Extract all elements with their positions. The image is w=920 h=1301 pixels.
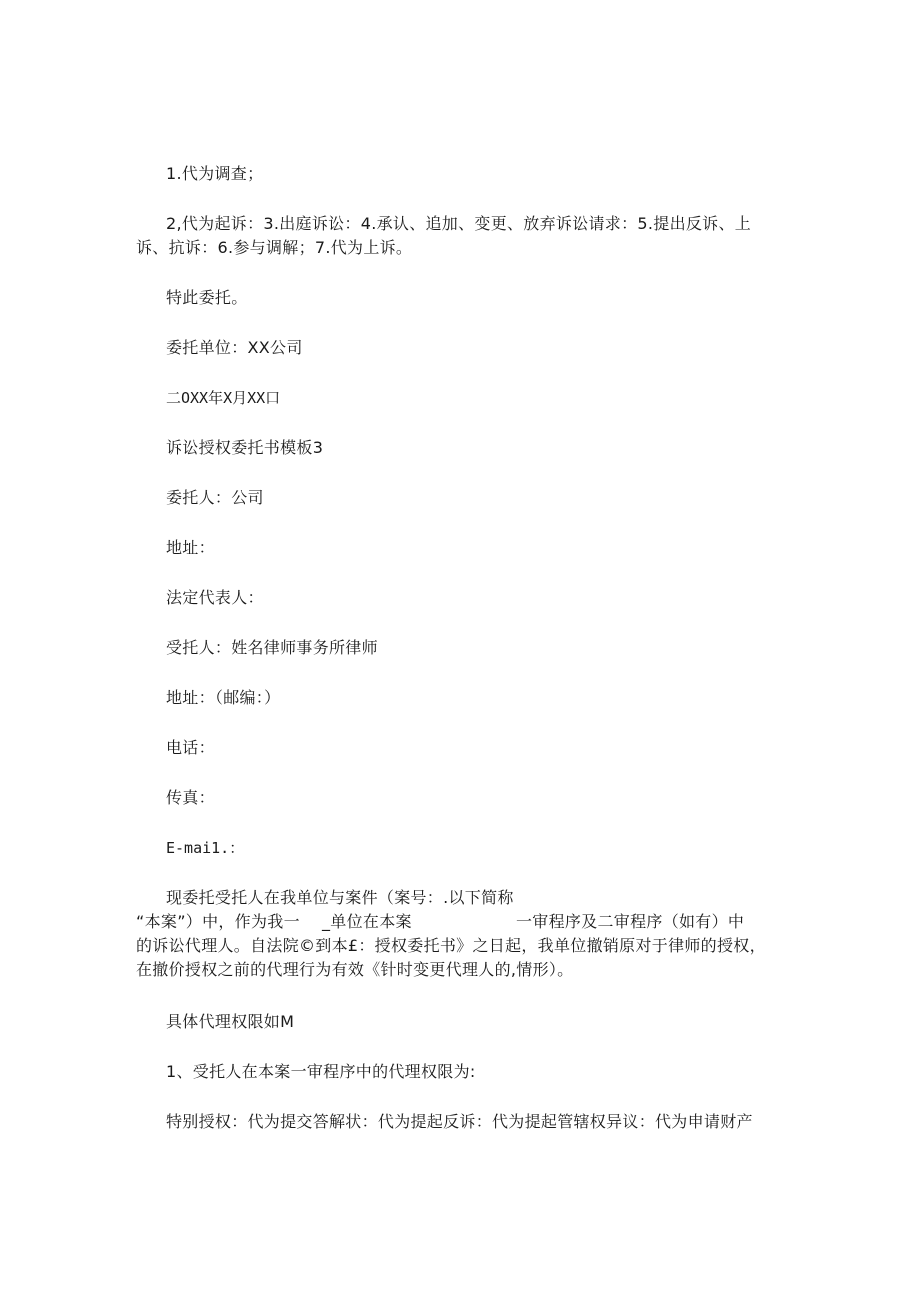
mandate-paragraph-line-4: 在撤价授权之前的代理行为有效《针时变更代理人的,情形）。	[136, 960, 574, 979]
authority-scope-heading: 具体代理权限如M	[166, 1012, 295, 1031]
section-title: 诉讼授权委托书模板3	[166, 438, 324, 457]
agent-address-field: 地址：（邮编：）	[166, 688, 281, 707]
mandate-paragraph-line-3: 的诉讼代理人。自法院©到本£：授权委托书》之日起，我单位撤销原对于律师的授权，	[136, 936, 766, 955]
item-1-investigate: 1.代为调查；	[166, 164, 264, 183]
phone-field: 电话：	[166, 738, 215, 757]
entrusting-unit: 委托单位：XX公司	[166, 338, 303, 357]
closing-phrase: 特此委托。	[166, 288, 248, 307]
mandate-paragraph-line-2a: “本案”）中，作为我一	[136, 912, 300, 931]
authority-list-line-1: 2,代为起诉：3.出庭诉讼：4.承认、追加、变更、放弃诉讼请求：5.提出反诉、上	[166, 214, 752, 233]
special-authority-line: 特别授权：代为提交答解状：代为提起反诉：代为提起管辖权异议：代为申请财产	[166, 1112, 753, 1131]
authority-list-line-2: 诉、抗诉：6.参与调解；7.代为上诉。	[136, 238, 413, 257]
mandate-paragraph-line-2c: 一审程序及二审程序（如有）中	[516, 912, 745, 931]
legal-representative-field: 法定代表人：	[166, 588, 264, 607]
agent-field: 受托人：姓名律师事务所律师	[166, 638, 378, 657]
principal-address-field: 地址：	[166, 538, 215, 557]
first-instance-authority: 1、受托人在本案一审程序中的代理权限为:	[166, 1062, 476, 1081]
email-field: E-mai1.：	[166, 839, 245, 857]
mandate-paragraph-line-1: 现委托受托人在我单位与案件（案号：.以下简称	[166, 888, 514, 907]
mandate-paragraph-line-2b: _单位在本案	[322, 912, 412, 931]
principal-field: 委托人：公司	[166, 488, 264, 507]
fax-field: 传真：	[166, 788, 215, 807]
document-date: 二OXX年X月XX口	[166, 389, 281, 407]
